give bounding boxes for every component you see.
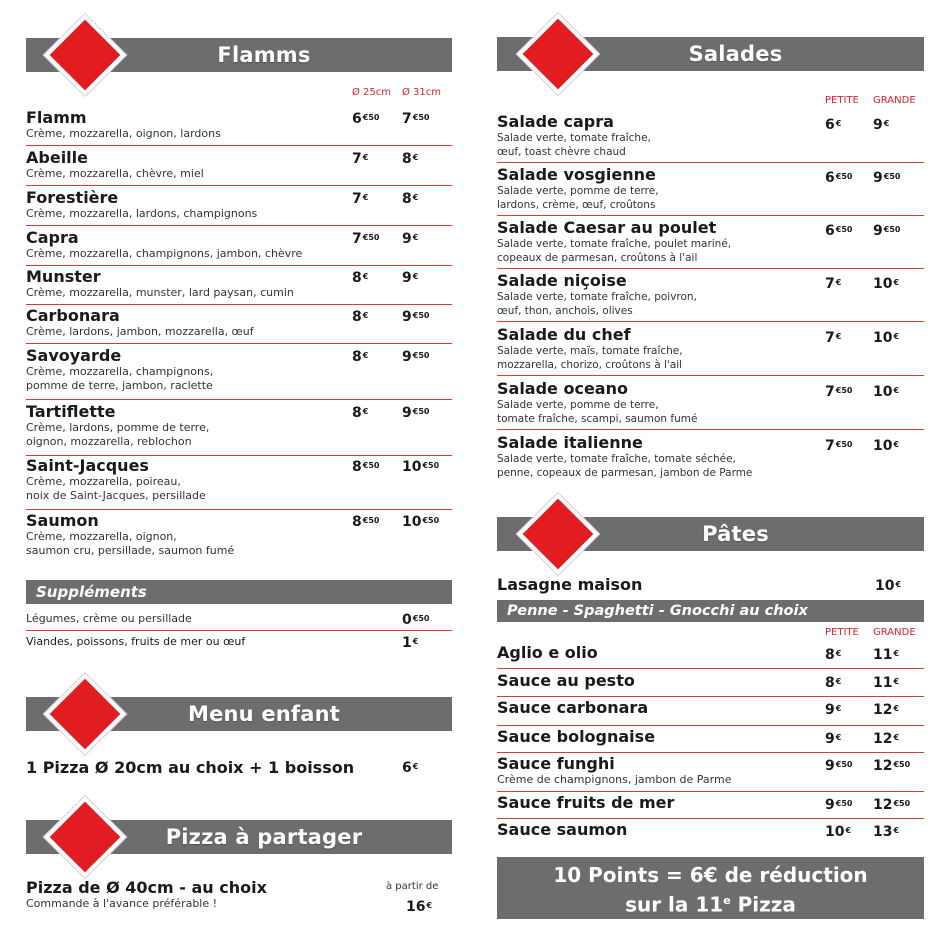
item-desc: copeaux de parmesan, croûtons à l'ail [497, 252, 698, 264]
price-small: $7^{€50}$ [825, 438, 853, 454]
pates-choice-bar [497, 600, 924, 622]
flamm-item [26, 307, 452, 344]
price-small: 6€ [825, 117, 842, 133]
pizza-partager-name: Pizza de Ø 40cm - au choix [26, 878, 267, 897]
price-small: 7€ [352, 151, 369, 167]
salade-item [497, 272, 924, 322]
section-title: Menu enfant [187, 702, 341, 726]
item-desc: Crème, mozzarella, champignons, [26, 365, 214, 378]
item-desc: saumon cru, persillade, saumon fumé [26, 544, 235, 557]
price-small: 8€ [825, 647, 842, 663]
pates-item [497, 644, 924, 669]
fidelite-line2: sur la 11e Pizza [625, 892, 796, 917]
price-small: 9€ [825, 731, 842, 747]
lasagne-price: 10€ [875, 578, 902, 594]
item-name: Abeille [26, 148, 88, 167]
item-desc: Salade verte, tomate fraîche, [497, 132, 651, 144]
flamm-item [26, 229, 452, 266]
supplement-label: Légumes, crème ou persillade [26, 612, 192, 625]
price-large: 8€ [402, 191, 419, 207]
price-large: 9€ [873, 117, 890, 133]
item-desc: oignon, mozzarella, reblochon [26, 435, 192, 448]
item-name: Savoyarde [26, 346, 122, 365]
price-large: 10€ [873, 438, 900, 454]
price-large: 11€ [873, 647, 900, 663]
price-large: 8€ [402, 151, 419, 167]
item-desc: mozzarella, chorizo, croûtons à l'ail [497, 359, 683, 371]
item-desc: Crème, mozzarella, oignon, lardons [26, 127, 221, 140]
pates-item [497, 794, 924, 819]
item-desc: Crème, mozzarella, munster, lard paysan, cumin [26, 286, 294, 299]
item-name: Salade italienne [497, 433, 643, 452]
section-title: Salades [688, 42, 783, 66]
price-small: 8€ [352, 405, 369, 421]
flamm-item [26, 149, 452, 186]
item-desc: tomate fraîche, scampi, saumon fumé [497, 413, 698, 425]
pates-choice-title: Penne - Spaghetti - Gnocchi au choix [507, 603, 808, 619]
salade-item [497, 326, 924, 376]
price-small: $6^{€50}$ [352, 111, 380, 127]
lasagne-row [497, 575, 924, 595]
section-title: Pâtes [702, 522, 769, 546]
menu-enfant-price: 6€ [402, 760, 419, 776]
price-small: $6^{€50}$ [825, 223, 853, 239]
price-large: 12€ [873, 731, 900, 747]
price-small: 8€ [825, 675, 842, 691]
item-desc: lardons, crème, œuf, croûtons [497, 199, 656, 211]
item-desc: Crème, mozzarella, oignon, [26, 530, 177, 543]
price-small: 8€ [352, 309, 369, 325]
item-name: Sauce fruits de mer [497, 793, 675, 812]
price-large: 10€ [873, 276, 900, 292]
pates-item [497, 672, 924, 697]
item-name: Salade Caesar au poulet [497, 218, 717, 237]
item-desc: noix de Saint-Jacques, persillade [26, 489, 206, 502]
price-large: $9^{€50}$ [402, 349, 430, 365]
item-desc: Crème, mozzarella, champignons, jambon, chèvre [26, 247, 303, 260]
item-name: Tartiflette [26, 402, 116, 421]
size-header-small: Ø 25cm [352, 87, 392, 98]
flamm-item [26, 189, 452, 226]
price-large: $7^{€50}$ [402, 111, 430, 127]
size-header-small: PETITE [825, 627, 859, 638]
item-name: Aglio e olio [497, 643, 598, 662]
item-desc: œuf, thon, anchois, olives [497, 305, 633, 317]
salade-item [497, 113, 924, 163]
size-header-large: Ø 31cm [402, 87, 442, 98]
item-desc: Crème, lardons, pomme de terre, [26, 421, 210, 434]
supplements-bar [26, 580, 452, 604]
item-desc: penne, copeaux de parmesan, jambon de Parme [497, 467, 753, 479]
item-name: Salade capra [497, 112, 614, 131]
price-small: 8€ [352, 270, 369, 286]
supplement-price: $0^{€50}$ [402, 612, 430, 628]
price-large: 10€ [873, 330, 900, 346]
item-desc: pomme de terre, jambon, raclette [26, 379, 213, 392]
item-name: Sauce carbonara [497, 698, 649, 717]
item-name: Salade vosgienne [497, 165, 656, 184]
price-large: 10€ [873, 384, 900, 400]
salade-item [497, 166, 924, 216]
item-name: Carbonara [26, 306, 120, 325]
item-name: Salade oceano [497, 379, 628, 398]
item-desc: Salade verte, pomme de terre, [497, 185, 659, 197]
supplements-title: Suppléments [36, 583, 147, 601]
item-name: Sauce au pesto [497, 671, 635, 690]
salade-item [497, 380, 924, 430]
price-small: $7^{€50}$ [352, 231, 380, 247]
item-name: Sauce bolognaise [497, 727, 656, 746]
pizza-partager-note: Commande à l'avance préférable ! [26, 897, 218, 910]
flamm-item [26, 512, 452, 562]
salade-item [497, 434, 924, 483]
size-header-large: GRANDE [873, 95, 916, 106]
price-large: $9^{€50}$ [402, 405, 430, 421]
pates-banner [497, 517, 924, 551]
item-desc: Crème, mozzarella, chèvre, miel [26, 167, 204, 180]
item-desc: œuf, toast chèvre chaud [497, 146, 626, 158]
item-name: Sauce saumon [497, 820, 628, 839]
item-desc: Salade verte, tomate fraîche, poivron, [497, 291, 697, 303]
item-name: Flamm [26, 108, 87, 127]
pizza-partager-item [26, 878, 452, 915]
salades-banner [497, 37, 924, 71]
price-large: $12^{€50}$ [873, 797, 911, 813]
item-desc: Salade verte, tomate fraîche, tomate séchée, [497, 453, 736, 465]
supplement-label: Viandes, poissons, fruits de mer ou œuf [26, 635, 246, 648]
item-name: Saumon [26, 511, 99, 530]
flamm-item [26, 403, 452, 456]
item-desc: Crème, lardons, jambon, mozzarella, œuf [26, 325, 254, 338]
price-large: 9€ [402, 270, 419, 286]
item-desc: Crème, mozzarella, lardons, champignons [26, 207, 258, 220]
price-small: 7€ [825, 330, 842, 346]
pizza-partager-price: 16€ [406, 899, 433, 915]
lasagne-name: Lasagne maison [497, 575, 643, 594]
price-small: $9^{€50}$ [825, 797, 853, 813]
flamm-item [26, 457, 452, 510]
item-desc: Salade verte, maïs, tomate fraîche, [497, 345, 683, 357]
price-small: $6^{€50}$ [825, 170, 853, 186]
price-small: $7^{€50}$ [825, 384, 853, 400]
price-small: 7€ [825, 276, 842, 292]
price-large: 9€ [402, 231, 419, 247]
section-title: Flamms [217, 43, 311, 67]
price-small: 9€ [825, 702, 842, 718]
item-desc: Salade verte, pomme de terre, [497, 399, 659, 411]
price-large: $12^{€50}$ [873, 758, 911, 774]
item-name: Salade niçoise [497, 271, 627, 290]
pates-item [497, 728, 924, 753]
pates-item [497, 755, 924, 792]
item-name: Salade du chef [497, 325, 631, 344]
salade-item [497, 219, 924, 269]
item-desc: Crème, mozzarella, poireau, [26, 475, 181, 488]
item-desc: Crème de champignons, jambon de Parme [497, 773, 732, 786]
pates-item [497, 699, 924, 726]
fidelite-box [497, 857, 924, 919]
fidelite-line1: 10 Points = 6€ de réduction [553, 863, 868, 887]
price-large: 12€ [873, 702, 900, 718]
price-small: $9^{€50}$ [825, 758, 853, 774]
menu-enfant-banner [26, 697, 452, 731]
price-from-label: à partir de [386, 881, 439, 892]
flamms-banner [26, 38, 452, 72]
pates-item [497, 821, 924, 845]
supplement-row [26, 633, 452, 653]
price-large: 11€ [873, 675, 900, 691]
flamm-item [26, 268, 452, 305]
section-title: Pizza à partager [165, 825, 363, 849]
price-large: $10^{€50}$ [402, 459, 440, 475]
menu-enfant-item: 1 Pizza Ø 20cm au choix + 1 boisson 6€ [26, 758, 419, 777]
item-desc: Salade verte, tomate fraîche, poulet mariné, [497, 238, 732, 250]
price-small: $8^{€50}$ [352, 459, 380, 475]
size-header-small: PETITE [825, 95, 859, 106]
price-small: $8^{€50}$ [352, 514, 380, 530]
price-large: $10^{€50}$ [402, 514, 440, 530]
flamm-item [26, 347, 452, 400]
item-name: Capra [26, 228, 79, 247]
item-name: Munster [26, 267, 101, 286]
size-header-large: GRANDE [873, 627, 916, 638]
price-large: $9^{€50}$ [873, 170, 901, 186]
price-small: 8€ [352, 349, 369, 365]
price-large: 13€ [873, 824, 900, 840]
item-name: Sauce funghi [497, 754, 615, 773]
pizza-partager-banner [26, 820, 452, 854]
price-small: 7€ [352, 191, 369, 207]
price-large: $9^{€50}$ [402, 309, 430, 325]
supplement-price: 1€ [402, 635, 419, 651]
flamm-item [26, 109, 452, 146]
price-large: $9^{€50}$ [873, 223, 901, 239]
supplement-row [26, 610, 452, 631]
item-name: Saint-Jacques [26, 456, 149, 475]
price-small: 10€ [825, 824, 852, 840]
item-name: Forestière [26, 188, 119, 207]
